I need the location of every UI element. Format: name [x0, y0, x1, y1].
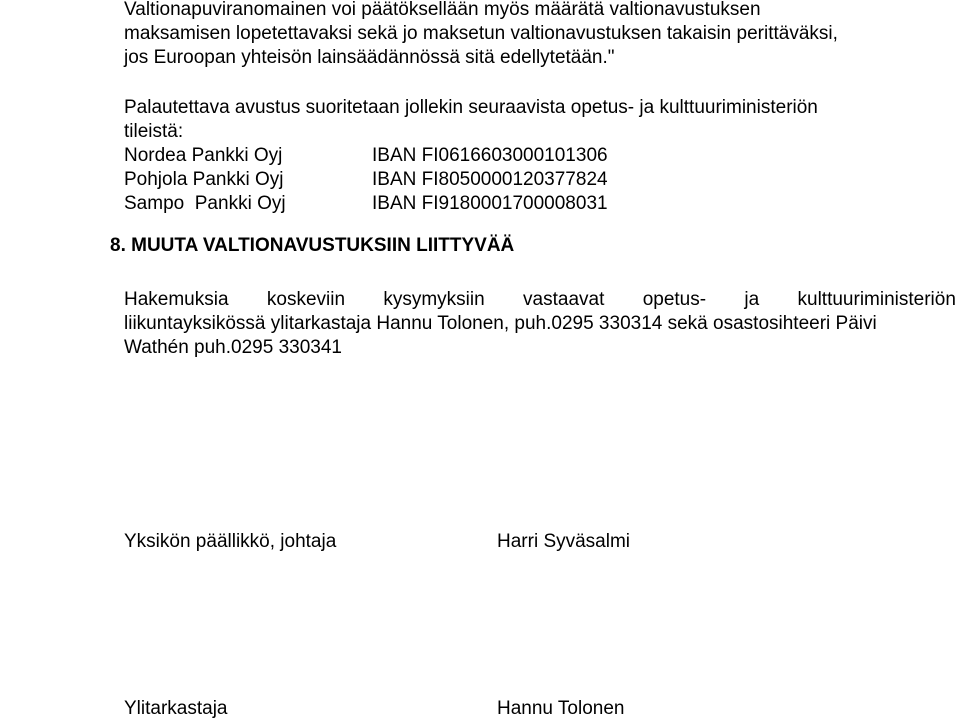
- intro-quote-paragraph: [124, 0, 838, 70]
- signature-name: Hannu Tolonen: [497, 698, 625, 719]
- section-8-line: Wathén puh.0295 330341: [124, 337, 342, 358]
- word: ja: [744, 289, 760, 310]
- repayment-paragraph: [124, 96, 818, 144]
- section-8-paragraph: [124, 288, 956, 360]
- bank-iban: IBAN FI8050000120377824: [372, 169, 608, 190]
- intro-quote-line: maksamisen lopetettavaksi sekä jo maksetun valtionavustuksen takaisin perittäväksi,: [124, 23, 838, 44]
- bank-iban: IBAN FI0616603000101306: [372, 145, 608, 166]
- section-8-line-justified: [124, 288, 956, 312]
- repayment-line: tileistä:: [124, 121, 184, 142]
- bank-name: Nordea Pankki Oyj: [124, 145, 283, 166]
- section-8-heading: 8. MUUTA VALTIONAVUSTUKSIIN LIITTYVÄÄ: [110, 235, 515, 256]
- repayment-line: Palautettava avustus suoritetaan jollekin seuraavista opetus- ja kulttuuriministeriön: [124, 97, 818, 118]
- bank-name: Pohjola Pankki Oyj: [124, 169, 284, 190]
- word: kulttuuriministeriön: [797, 289, 956, 310]
- word: koskeviin: [266, 289, 346, 310]
- word: Hakemuksia: [124, 289, 229, 310]
- intro-quote-line: jos Euroopan yhteisön lainsäädännössä sitä edellytetään.": [124, 47, 615, 68]
- signature-title: Ylitarkastaja: [124, 698, 228, 719]
- section-8-line: liikuntayksikössä ylitarkastaja Hannu Tolonen, puh.0295 330314 sekä osastosihteeri Päivi: [124, 313, 877, 334]
- intro-quote-line: Valtionapuviranomainen voi päätöksellään myös määrätä valtionavustuksen: [124, 0, 761, 20]
- bank-name: Sampo Pankki Oyj: [124, 193, 286, 214]
- word: kysymyksiin: [383, 289, 485, 310]
- signature-title: Yksikön päällikkö, johtaja: [124, 531, 337, 552]
- bank-iban: IBAN FI9180001700008031: [372, 193, 608, 214]
- word: vastaavat: [523, 289, 605, 310]
- signature-name: Harri Syväsalmi: [497, 531, 631, 552]
- word: opetus-: [642, 289, 707, 310]
